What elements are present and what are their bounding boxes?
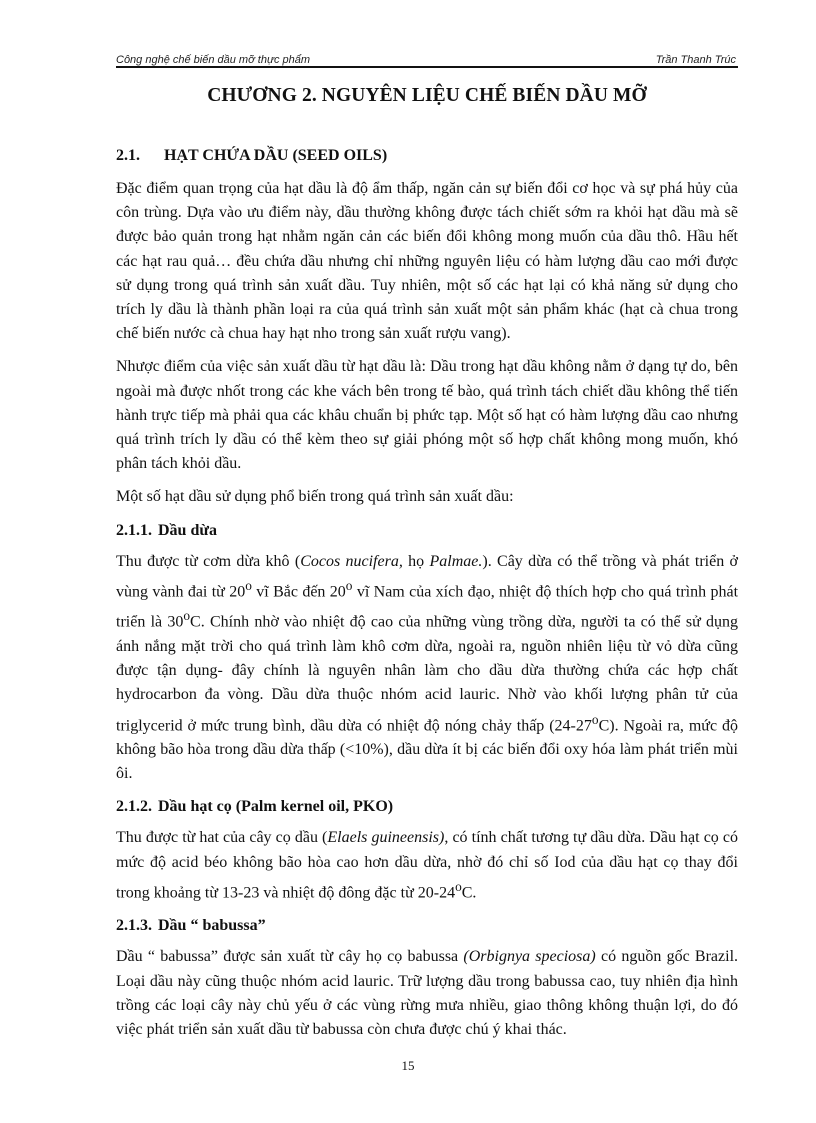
degree-superscript: o: [245, 577, 252, 593]
paragraph: Một số hạt dầu sử dụng phổ biến trong quá trình sản xuất dầu:: [116, 488, 514, 506]
page-number: 15: [401, 1058, 415, 1073]
subsection-number: 2.1.2.: [116, 798, 152, 816]
degree-superscript: o: [591, 711, 599, 727]
subsection-title: Dầu “ babussa”: [158, 917, 266, 935]
paragraph-palm-kernel: [116, 826, 738, 905]
paragraph-babussa: [116, 945, 738, 1042]
subsection-number: 2.1.1.: [116, 521, 152, 539]
text-run: Thu được từ cơm dừa khô (: [116, 552, 301, 570]
italic-text: (Orbignya speciosa): [463, 948, 596, 966]
text-run: ). Cây dừa có thể trồng và phát triển ở vùng vành đai từ 20: [116, 552, 739, 601]
section-title: HẠT CHỨA DẦU (SEED OILS): [164, 147, 388, 164]
text-run: Thu được từ hat của cây cọ dầu (: [116, 829, 328, 847]
text-run: C. Chính nhờ vào nhiệt độ cao của những vùng trồng dừa, người ta có thể sử dụng ánh nắng mặt trời cho quá trình làm khô cơm dừa, ngoài ra, nguồn nhiên liệu từ vỏ dừa cũng được tận dụng- đây chính là nguyên nhân làm cho dầu dừa thường chứa các hợp chất hydrocarbon đa vòng. Dầu dừa thuộc nhóm acid lauric. Nhờ vào khối lượng phân tử của triglycerid ở mức trung bình, dầu dừa có nhiệt độ nóng chảy thấp (24-27: [116, 613, 738, 734]
text-run: có nguồn gốc Brazil. Loại dầu này cũng thuộc nhóm acid lauric. Trữ lượng dầu trong babussa cao, tuy nhiên địa hình trồng các loại cây này chủ yếu ở các vùng rừng mưa nhiều, giao thông không thuận lợi, do đó việc phát triển sản xuất dầu từ babussa còn chưa được chú ý khai thác.: [116, 948, 739, 1038]
subsection-heading-coconut: [116, 519, 738, 543]
degree-superscript: o: [345, 577, 353, 593]
chapter-title: CHƯƠNG 2. NGUYÊN LIỆU CHẾ BIẾN DẦU MỠ: [207, 85, 647, 106]
paragraph-coconut: [116, 550, 738, 787]
degree-superscript: o: [455, 878, 462, 894]
degree-superscript: o: [183, 608, 191, 624]
subsection-number: 2.1.3.: [116, 917, 152, 935]
text-run: C.: [461, 884, 477, 902]
italic-text: Elaels guineensis): [327, 829, 445, 847]
text-run: , có tính chất tương tự dầu dừa. Dầu hạt cọ có mức độ acid béo không bão hòa cao hơn dầu dừa, nhờ đó chỉ số Iod của dầu hạt cọ thay đổi trong khoảng từ 13-23 và nhiệt độ đông đặc từ 20-24: [116, 829, 739, 902]
text-run: họ: [402, 552, 430, 570]
paragraph: Đặc điểm quan trọng của hạt dầu là độ ẩm thấp, ngăn cản sự biến đổi cơ học và sự phá hủy của côn trùng. Dựa vào ưu điểm này, dầu thường không được tách chiết sớm ra khỏi hạt dầu mà sẽ được bảo quản trong hạt nhằm ngăn cản các biến đổi không mong muốn của dầu thô. Hầu hết các hạt rau quả… đều chứa dầu nhưng chỉ những nguyên liệu có hàm lượng dầu cao mới được sử dụng trong quá trình sản xuất dầu. Tuy nhiên, một số các hạt lại có khả năng sử dụng cho trích ly dầu là thành phần loại ra của quá trình sản xuất một sản phẩm khác (hạt cà chua trong chế biến nước cà chua hay hạt nho trong sản xuất rượu vang).: [116, 180, 738, 343]
page-content: [116, 144, 738, 1051]
paragraph: Nhược điểm của việc sản xuất dầu từ hạt dầu là: Dầu trong hạt dầu không nằm ở dạng tự do, bên ngoài mà được nhốt trong các khe vách bên trong tế bào, quá trình tách chiết dầu không thể tiến hành trực tiếp mà phải qua các khâu chuẩn bị phức tạp. Một số hạt có hàm lượng dầu cao nhưng quá trình trích ly dầu có thể kèm theo sự giải phóng một số hợp chất không mong muốn, khó phân tách khỏi dầu.: [116, 358, 738, 473]
header-author: Trần Thanh Trúc: [655, 54, 736, 66]
section-number: 2.1.: [116, 147, 140, 164]
subsection-title: Dầu hạt cọ (Palm kernel oil, PKO): [158, 798, 394, 816]
text-run: Dầu “ babussa” được sản xuất từ cây họ cọ babussa: [116, 948, 464, 966]
subsection-heading-babussa: [116, 914, 738, 938]
section-heading: [116, 144, 738, 168]
text-run: vĩ Nam của xích đạo, nhiệt độ thích hợp cho quá trình phát triển là 30: [116, 583, 739, 631]
italic-text: Cocos nucifera,: [300, 552, 403, 570]
subsection-title: Dầu dừa: [158, 521, 217, 539]
running-header: [116, 46, 736, 66]
text-run: C). Ngoài ra, mức độ không bão hòa trong dầu dừa thấp (<10%), dầu dừa ít bị các biến đổi oxy hóa làm phát triển mùi ôi.: [116, 716, 738, 783]
text-run: vĩ Bắc đến 20: [251, 583, 346, 601]
header-rule: [116, 66, 738, 68]
header-book-title: Công nghệ chế biến dầu mỡ thực phẩm: [116, 54, 311, 66]
italic-text: Palmae.: [429, 552, 483, 570]
subsection-heading-palm-kernel: [116, 795, 738, 819]
